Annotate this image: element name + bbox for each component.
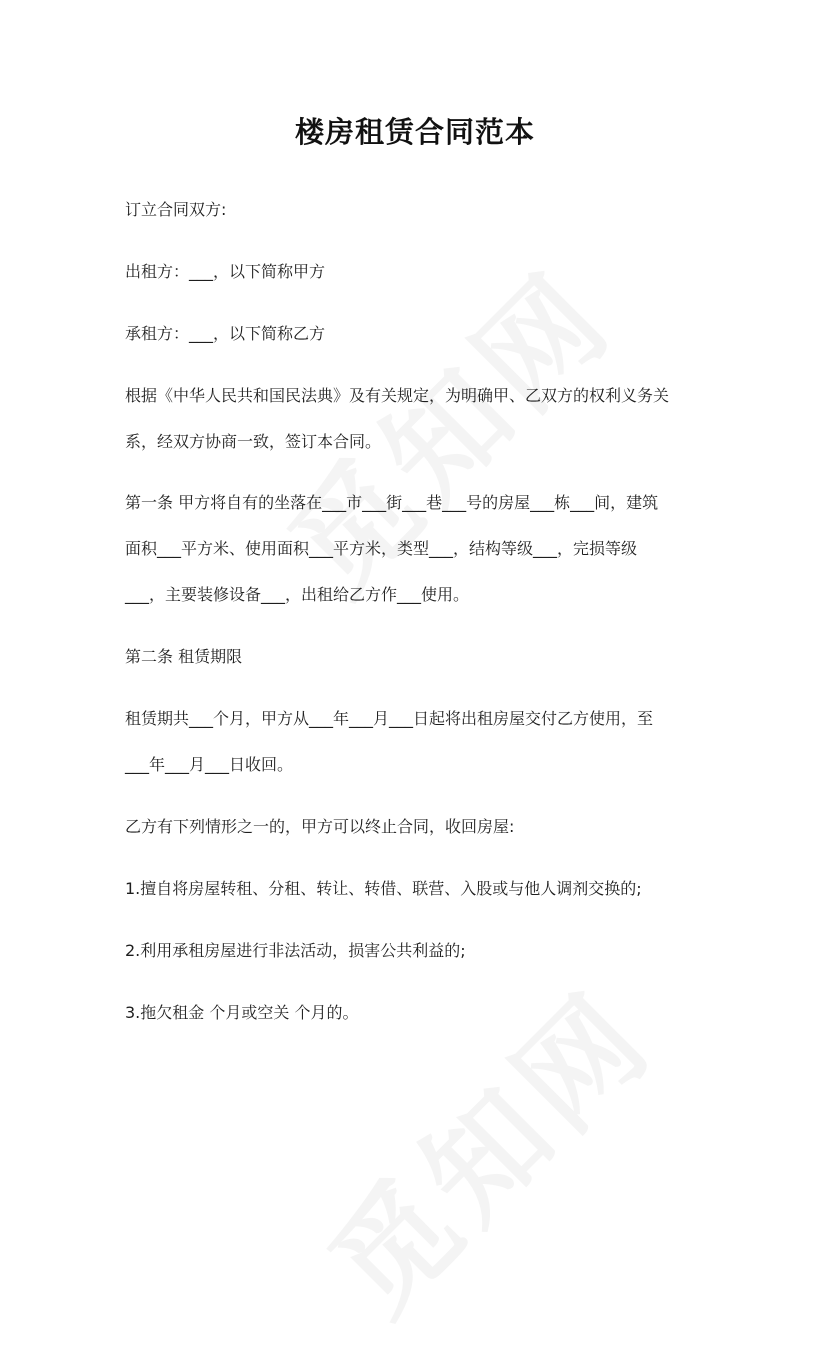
paragraph-line: 1.擅自将房屋转租、分租、转让、转借、联营、入股或与他人调剂交换的; bbox=[125, 879, 642, 898]
paragraph-line: 租赁期共___个月，甲方从___年___月___日起将出租房屋交付乙方使用，至 bbox=[125, 709, 654, 728]
document-title: 楼房租赁合同范本 bbox=[294, 115, 535, 149]
paragraph-line: 承租方：___，以下简称乙方 bbox=[125, 324, 326, 343]
paragraph-line: 系，经双方协商一致，签订本合同。 bbox=[125, 432, 382, 451]
paragraph-line: 乙方有下列情形之一的，甲方可以终止合同，收回房屋: bbox=[125, 817, 515, 836]
paragraph-line: 3.拖欠租金 个月或空关 个月的。 bbox=[125, 1003, 359, 1022]
paragraph-line: 第一条 甲方将自有的坐落在___市___街___巷___号的房屋___栋___间，建筑 bbox=[125, 493, 659, 512]
paragraph-line: ___，主要装修设备___，出租给乙方作___使用。 bbox=[125, 585, 470, 604]
paragraph-line: 2.利用承租房屋进行非法活动，损害公共利益的; bbox=[125, 941, 466, 960]
paragraph-line: ___年___月___日收回。 bbox=[125, 755, 294, 774]
watermark bbox=[246, 227, 643, 624]
paragraph-line: 订立合同双方: bbox=[125, 200, 227, 219]
paragraph-line: 第二条 租赁期限 bbox=[125, 647, 243, 666]
paragraph-line: 根据《中华人民共和国民法典》及有关规定，为明确甲、乙双方的权利义务关 bbox=[125, 386, 670, 405]
paragraph-line: 出租方：___，以下简称甲方 bbox=[125, 262, 326, 281]
paragraph-line: 面积___平方米、使用面积___平方米，类型___，结构等级___，完损等级 bbox=[125, 539, 638, 558]
